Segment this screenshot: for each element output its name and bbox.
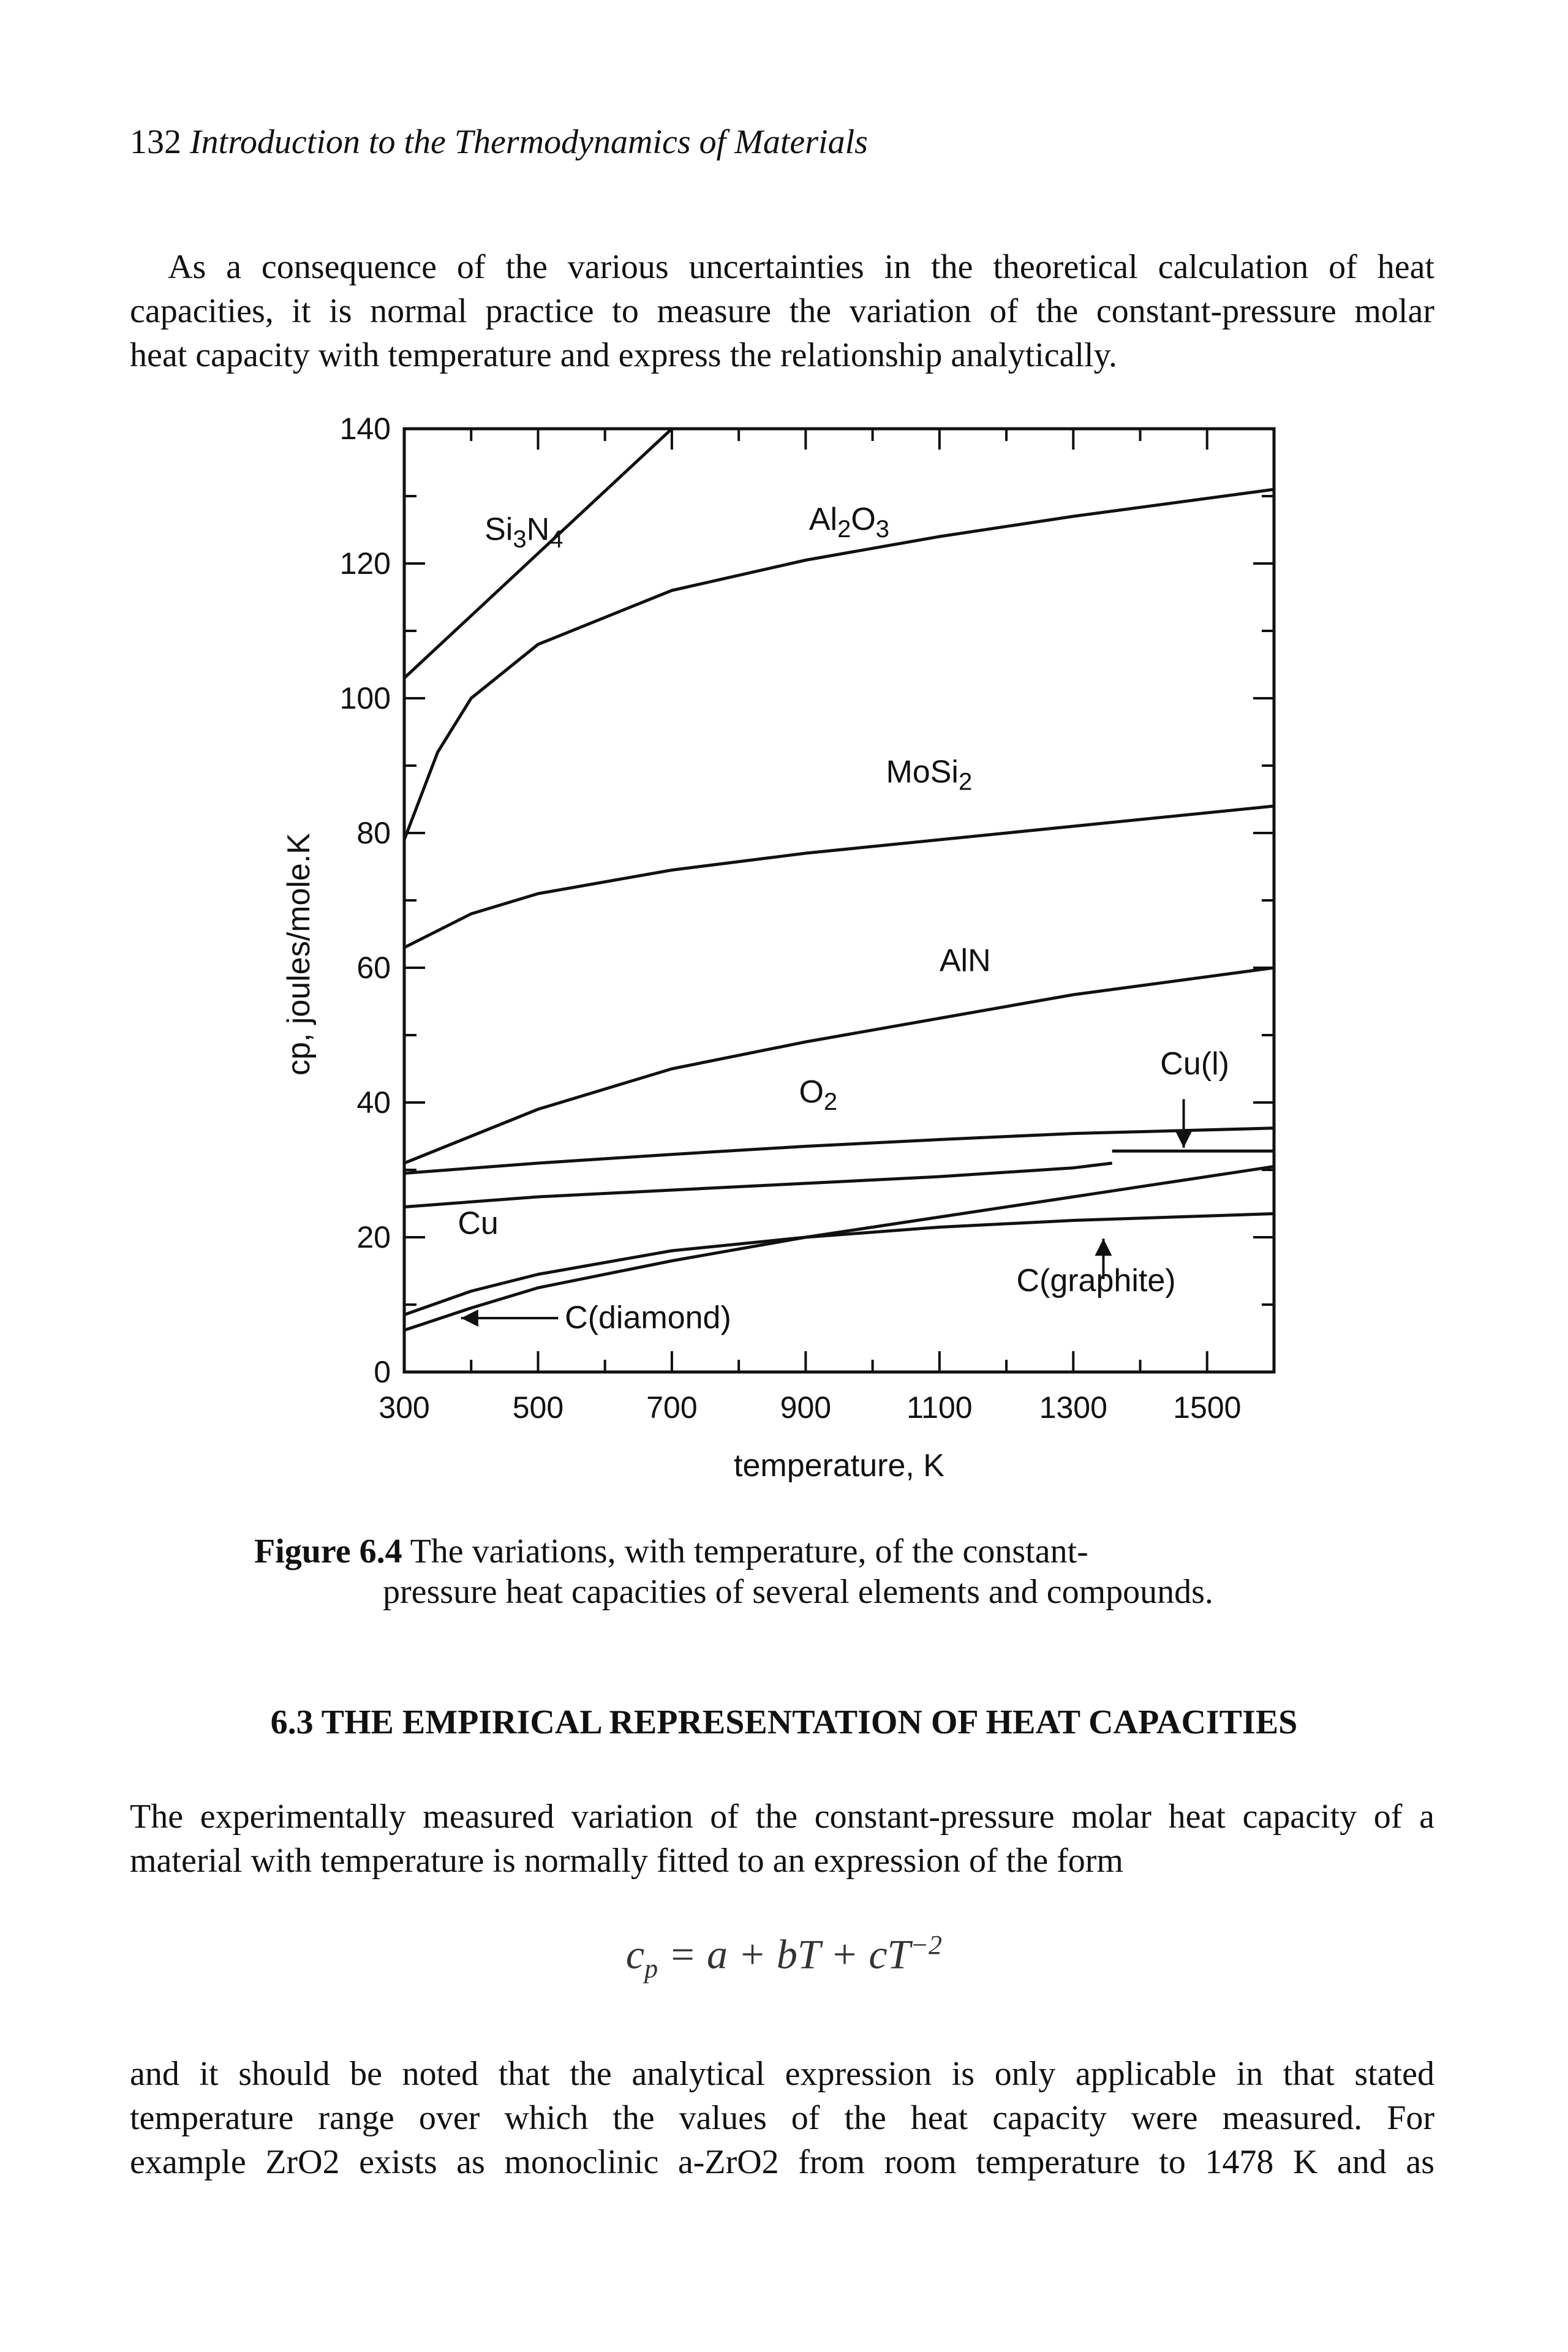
arrow-head <box>1095 1238 1112 1256</box>
x-tick-label: 500 <box>512 1390 564 1425</box>
x-tick-label: 1300 <box>1039 1390 1107 1425</box>
arrow-head <box>461 1310 478 1327</box>
label-aln: AlN <box>939 943 991 979</box>
series-line-c-diamond <box>404 1167 1274 1330</box>
paragraph-line: material with temperature is normally fitted to an expression of the form <box>130 1842 1123 1880</box>
equation-lhs: c <box>625 1931 645 1978</box>
paragraph-empirical <box>130 1795 1434 1883</box>
y-tick-label: 80 <box>356 816 391 850</box>
y-tick-label: 120 <box>339 546 391 581</box>
paragraph-line: example ZrO2 exists as monoclinic a-ZrO2 from room temperature to 1478 K and as <box>130 2143 1434 2181</box>
heat-capacity-chart <box>270 404 1323 1482</box>
label-c-diamond: C(diamond) <box>565 1300 731 1336</box>
arrow-head <box>1175 1131 1193 1148</box>
arrow-cu-liquid <box>1175 1099 1193 1148</box>
label-si3n4: $Si_3N_4$ <box>484 511 564 553</box>
x-tick-label: 300 <box>379 1390 430 1425</box>
series-line-aln <box>404 968 1274 1163</box>
paragraph-line: capacities, it is normal practice to measure the variation of the constant-pressure molar <box>130 292 1434 330</box>
label-al2o3: $Al_2O_3$ <box>809 502 890 543</box>
label-c-graphite: C(graphite) <box>1016 1263 1176 1298</box>
caption-text-line2: pressure heat capacities of several elements and compounds. <box>383 1573 1213 1611</box>
y-tick-label: 20 <box>356 1220 391 1254</box>
running-head <box>130 123 868 162</box>
x-tick-label: 900 <box>780 1390 832 1425</box>
y-tick-label: 0 <box>374 1355 391 1389</box>
equation-rhs: = a + bT + cT <box>658 1931 911 1978</box>
heat-capacity-equation <box>0 1929 1568 1984</box>
paragraph-applicability <box>130 2052 1434 2184</box>
paragraph-line: The experimentally measured variation of the constant-pressure molar heat capacity of a <box>130 1798 1434 1836</box>
book-title: Introduction to the Thermodynamics of Materials <box>190 123 868 161</box>
figure-caption <box>254 1531 1295 1612</box>
y-axis-label: cp, joules/mole.K <box>281 833 317 1076</box>
y-tick-label: 100 <box>339 681 391 715</box>
series-line-si3n4 <box>404 429 672 678</box>
y-tick-label: 40 <box>356 1085 391 1120</box>
x-axis-label: temperature, K <box>734 1448 944 1482</box>
arrow-c-diamond <box>461 1310 558 1327</box>
paragraph-line: temperature range over which the values of the heat capacity were measured. For <box>130 2099 1434 2137</box>
label-o2: $O_2$ <box>799 1074 838 1115</box>
label-cu: Cu <box>458 1205 499 1242</box>
series-lines <box>404 429 1274 1330</box>
y-tick-label: 60 <box>356 951 391 985</box>
x-tick-label: 1100 <box>907 1390 973 1425</box>
caption-label: Figure 6.4 <box>254 1532 402 1570</box>
plot-border <box>404 429 1274 1372</box>
caption-text-line1: The variations, with temperature, of the constant- <box>402 1532 1088 1570</box>
section-heading: 6.3 THE EMPIRICAL REPRESENTATION OF HEAT CAPACITIES <box>270 1703 1298 1741</box>
page-number: 132 <box>130 123 181 161</box>
equation-lhs-subscript: p <box>644 1953 658 1984</box>
y-tick-label: 140 <box>339 412 391 446</box>
label-cu-liquid: Cu(l) <box>1160 1046 1229 1082</box>
x-tick-label: 1500 <box>1173 1390 1242 1425</box>
series-line-cu <box>404 1163 1112 1207</box>
x-tick-label: 700 <box>646 1390 698 1425</box>
series-labels <box>458 502 1229 1336</box>
series-line-mosi2 <box>404 806 1274 948</box>
label-mosi2: MoSi$_2$ <box>886 754 973 796</box>
paragraph-line: As a consequence of the various uncertainties in the theoretical calculation of heat <box>168 248 1434 286</box>
paragraph-line: and it should be noted that the analytical expression is only applicable in that stated <box>130 2055 1434 2093</box>
paragraph-line: heat capacity with temperature and express the relationship analytically. <box>130 336 1117 374</box>
plot-frame <box>404 429 1274 1372</box>
paragraph-intro <box>130 245 1434 377</box>
equation-exponent: −2 <box>910 1930 943 1960</box>
